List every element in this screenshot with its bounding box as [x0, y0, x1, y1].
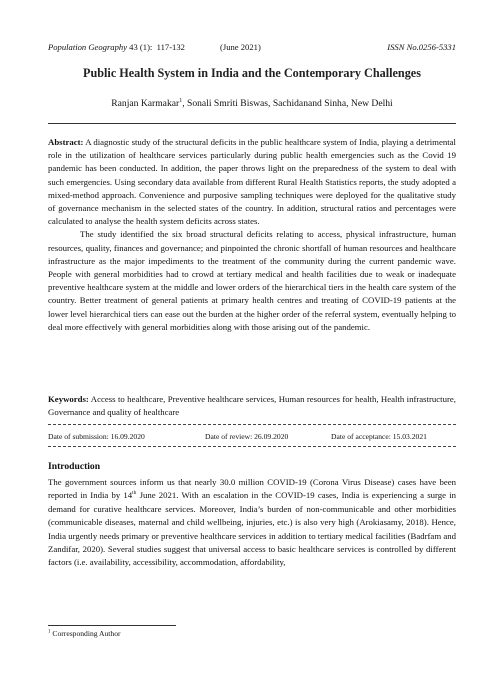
- article-dates: [48, 432, 456, 444]
- ordinal-suffix: th: [132, 490, 137, 497]
- journal-citation: [48, 42, 185, 52]
- section-heading: Introduction: [48, 461, 101, 472]
- dates-top-divider: [48, 424, 456, 425]
- abstract-paragraph-1: A diagnostic study of the structural deficits in the public healthcare system of India, playing a detrimental role in the utilization of healthcare services particularly during public health emergencies such as the Covid 19 pandemic has been conducted. In addition, the paper throws light on the preparedness of the system to deal with such emergencies. Using secondary data available from different Rural Health Statistics reports, the study adopted a mixed-method approach. Convenience and purposive sampling techniques were deployed for the qualitative study of governance mechanism in the selected states of the country. In addition, structural ratios and percentages were calculated to analyse the health system deficits across states.: [48, 137, 456, 227]
- header-rule: [48, 123, 456, 124]
- intro-text-part-2: June 2021. With an escalation in the COVID-19 cases, India is experiencing a surge in demand for curative healthcare services. Moreover, India’s burden of non-communicable and other morbidities (communicable diseases, maternal and child wellbeing, injuries, etc.) is also very high (Arokiasamy, 2018). Hence, India urgently needs primary or preventive healthcare services in addition to tertiary medical facilities (Badrfam and Zandifar, 2020). Several studies suggest that universal access to basic healthcare services is controlled by different factors (i.e. availability, accessibility, accommodation, affordability,: [48, 490, 456, 568]
- journal-issn: ISSN No.0256-5331: [387, 42, 456, 52]
- author-footnote-mark: 1: [179, 98, 183, 104]
- abstract-label: Abstract:: [48, 137, 84, 147]
- running-head: [48, 42, 456, 56]
- intro-text-part-1: The government sources inform us that nearly 30.0 million COVID-19 (Corona Virus Disease) cases have been reported in India by 14: [48, 477, 456, 501]
- keywords-label: Keywords:: [48, 394, 89, 404]
- review-date: Date of review: 26.09.2020: [205, 432, 289, 441]
- footnote-text: Corresponding Author: [52, 629, 121, 638]
- keywords: [48, 393, 456, 419]
- keywords-text: Access to healthcare, Preventive healthcare services, Human resources for health, Health infrastructure, Governance and quality of healthcare: [48, 394, 456, 418]
- acceptance-date: Date of acceptance: 15.03.2021: [331, 432, 427, 441]
- journal-date: (June 2021): [220, 42, 261, 52]
- author-line: [30, 98, 474, 109]
- introduction-paragraph: [48, 476, 456, 570]
- other-authors: , Sonali Smriti Biswas, Sachidanand Sinha, New Delhi: [182, 98, 393, 110]
- journal-name: Population Geography: [48, 42, 128, 52]
- abstract: [48, 136, 456, 334]
- article-title: Public Health System in India and the Contemporary Challenges: [83, 66, 421, 80]
- footnote: [48, 629, 121, 638]
- first-author: Ranjan Karmakar: [111, 98, 180, 110]
- journal-pages: 117-132: [156, 42, 185, 52]
- footnote-rule: [48, 625, 176, 626]
- journal-volume: 43 (1):: [129, 42, 153, 52]
- submission-date: Date of submission: 16.09.2020: [48, 432, 145, 441]
- dates-bottom-divider: [48, 446, 456, 447]
- abstract-paragraph-2: The study identified the six broad structural deficits relating to access, physical infrastructure, human resources, quality, finances and governance; and pinpointed the chronic shortfall of human resources and healthcare infrastructure as the major impediments to the treatment of the community during the current pandemic wave. People with general morbidities had to crowd at tertiary medical and health facilities due to weak or inadequate preventive healthcare system at the middle and lower orders of the hierarchical tiers in the health care system of the country. Better treatment of general patients at primary health centres and treating of COVID-19 patients at the lower level hierarchical tiers can ease out the burden at the higher order of the referral system, eventually helping to deal more effectively with general morbidities along with those arising out of the pandemic.: [48, 229, 456, 332]
- footnote-mark: 1: [48, 629, 51, 635]
